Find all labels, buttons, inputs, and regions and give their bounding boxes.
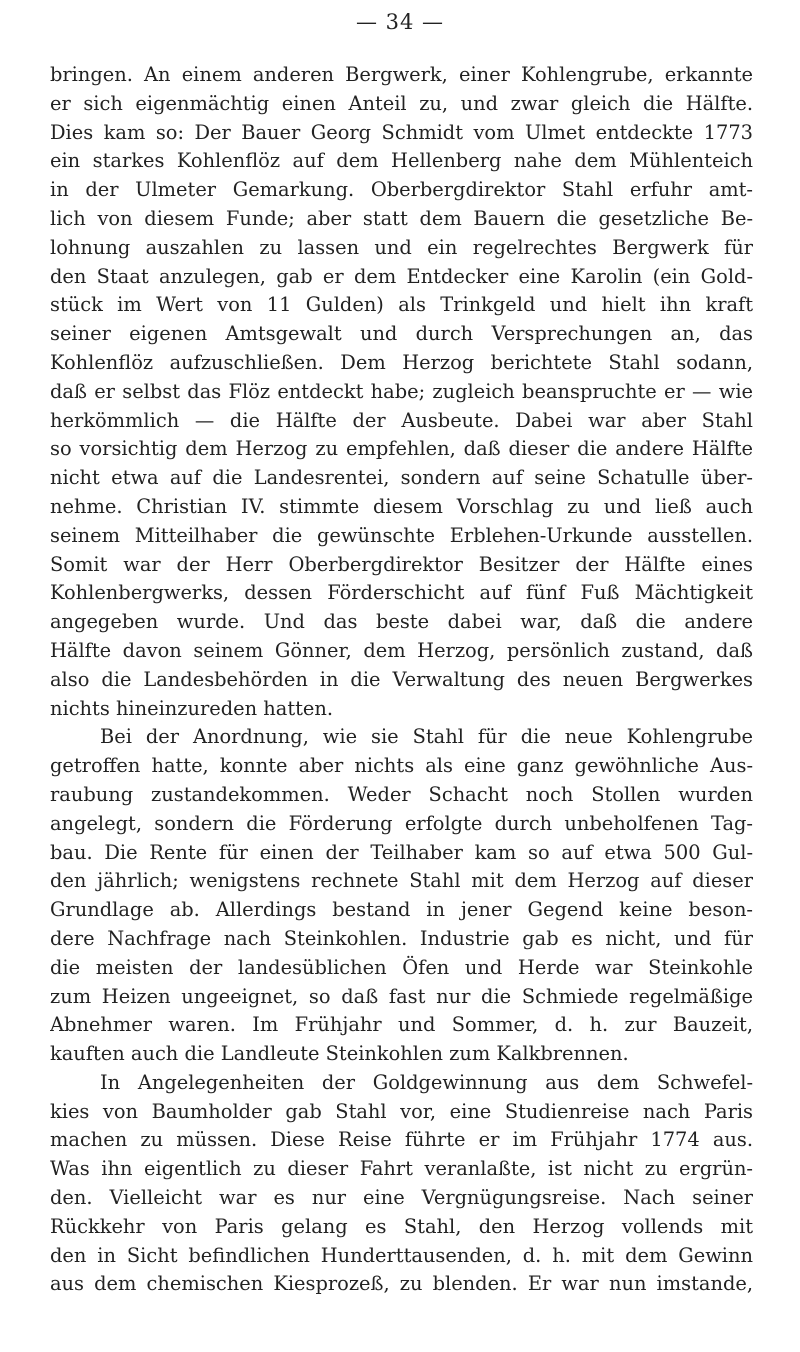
text-line: In Angelegenheiten der Goldgewinnung aus dem Schwefel- <box>100 1070 753 1094</box>
text-line: seinem Mitteilhaber die gewünschte Erblehen-Urkunde ausstellen. <box>50 523 753 547</box>
text-line: Somit war der Herr Oberbergdirektor Besitzer der Hälfte eines <box>50 552 753 576</box>
text-line: Kohlenflöz aufzuschließen. Dem Herzog berichtete Stahl sodann, <box>50 350 753 374</box>
text-line: Rückkehr von Paris gelang es Stahl, den Herzog vollends mit <box>50 1214 753 1238</box>
text-line: herkömmlich — die Hälfte der Ausbeute. Dabei war aber Stahl <box>50 408 753 432</box>
text-line: die meisten der landesüblichen Öfen und Herde war Steinkohle <box>50 955 753 979</box>
body-text <box>50 61 753 1299</box>
text-line: also die Landesbehörden in die Verwaltung des neuen Bergwerkes <box>50 667 753 691</box>
text-line: Bei der Anordnung, wie sie Stahl für die neue Kohlengrube <box>100 725 753 749</box>
text-line: den jährlich; wenigstens rechnete Stahl mit dem Herzog auf dieser <box>50 869 753 893</box>
text-line: so vorsichtig dem Herzog zu empfehlen, daß dieser die andere Hälfte <box>50 437 753 461</box>
text-line: daß er selbst das Flöz entdeckt habe; zugleich beanspruchte er — wie <box>50 379 753 403</box>
text-line: kauften auch die Landleute Steinkohlen zum Kalkbrennen. <box>50 1042 629 1066</box>
page-number: — 34 — <box>355 10 445 34</box>
text-line: kies von Baumholder gab Stahl vor, eine Studienreise nach Paris <box>50 1099 753 1123</box>
text-line: lich von diesem Funde; aber statt dem Bauern die gesetzliche Be- <box>50 206 753 230</box>
text-line: machen zu müssen. Diese Reise führte er im Frühjahr 1774 aus. <box>50 1128 753 1152</box>
text-line: getroffen hatte, konnte aber nichts als eine ganz gewöhnliche Aus- <box>50 754 753 778</box>
text-line: dere Nachfrage nach Steinkohlen. Industrie gab es nicht, und für <box>50 926 753 950</box>
paragraph <box>50 723 753 1069</box>
text-line: bringen. An einem anderen Bergwerk, einer Kohlengrube, erkannte <box>50 63 753 86</box>
text-line: er sich eigenmächtig einen Anteil zu, und zwar gleich die Hälfte. <box>50 91 753 115</box>
text-line: stück im Wert von 11 Gulden) als Trinkgeld und hielt ihn kraft <box>50 293 753 317</box>
text-line: den. Vielleicht war es nur eine Vergnügungsreise. Nach seiner <box>50 1186 753 1210</box>
text-line: nicht etwa auf die Landesrentei, sondern auf seine Schatulle über- <box>50 466 753 490</box>
text-line: Grundlage ab. Allerdings bestand in jener Gegend keine beson- <box>50 898 753 922</box>
text-line: in der Ulmeter Gemarkung. Oberbergdirektor Stahl erfuhr amt- <box>50 178 753 202</box>
text-line: den Staat anzulegen, gab er dem Entdecker eine Karolin (ein Gold- <box>50 264 753 288</box>
text-line: aus dem chemischen Kiesprozeß, zu blenden. Er war nun imstande, <box>50 1272 753 1296</box>
text-line: lohnung auszahlen zu lassen und ein regelrechtes Bergwerk für <box>50 235 753 259</box>
text-line: Hälfte davon seinem Gönner, dem Herzog, persönlich zustand, daß <box>50 638 753 662</box>
text-line: angelegt, sondern die Förderung erfolgte durch unbeholfenen Tag- <box>50 811 753 835</box>
text-line: Was ihn eigentlich zu dieser Fahrt veranlaßte, ist nicht zu ergrün- <box>50 1157 753 1181</box>
text-line: nichts hineinzureden hatten. <box>50 696 334 720</box>
text-line: zum Heizen ungeeignet, so daß fast nur die Schmiede regelmäßige <box>50 984 753 1008</box>
text-line: raubung zustandekommen. Weder Schacht noch Stollen wurden <box>50 782 753 806</box>
text-line: seiner eigenen Amtsgewalt und durch Versprechungen an, das <box>50 322 753 346</box>
text-line: ein starkes Kohlenflöz auf dem Hellenberg nahe dem Mühlenteich <box>50 149 753 173</box>
text-line: Kohlenbergwerks, dessen Förderschicht auf fünf Fuß Mächtigkeit <box>50 581 753 605</box>
text-line: bau. Die Rente für einen der Teilhaber kam so auf etwa 500 Gul- <box>50 840 753 864</box>
text-line: Abnehmer waren. Im Frühjahr und Sommer, d. h. zur Bauzeit, <box>50 1013 753 1037</box>
text-line: nehme. Christian IV. stimmte diesem Vorschlag zu und ließ auch <box>50 494 753 518</box>
paragraph <box>50 61 753 723</box>
paragraph <box>50 1069 753 1299</box>
text-line: Dies kam so: Der Bauer Georg Schmidt vom Ulmet entdeckte 1773 <box>50 120 753 144</box>
text-line: angegeben wurde. Und das beste dabei war, daß die andere <box>50 610 753 634</box>
text-line: den in Sicht befindlichen Hunderttausenden, d. h. mit dem Gewinn <box>50 1243 753 1267</box>
